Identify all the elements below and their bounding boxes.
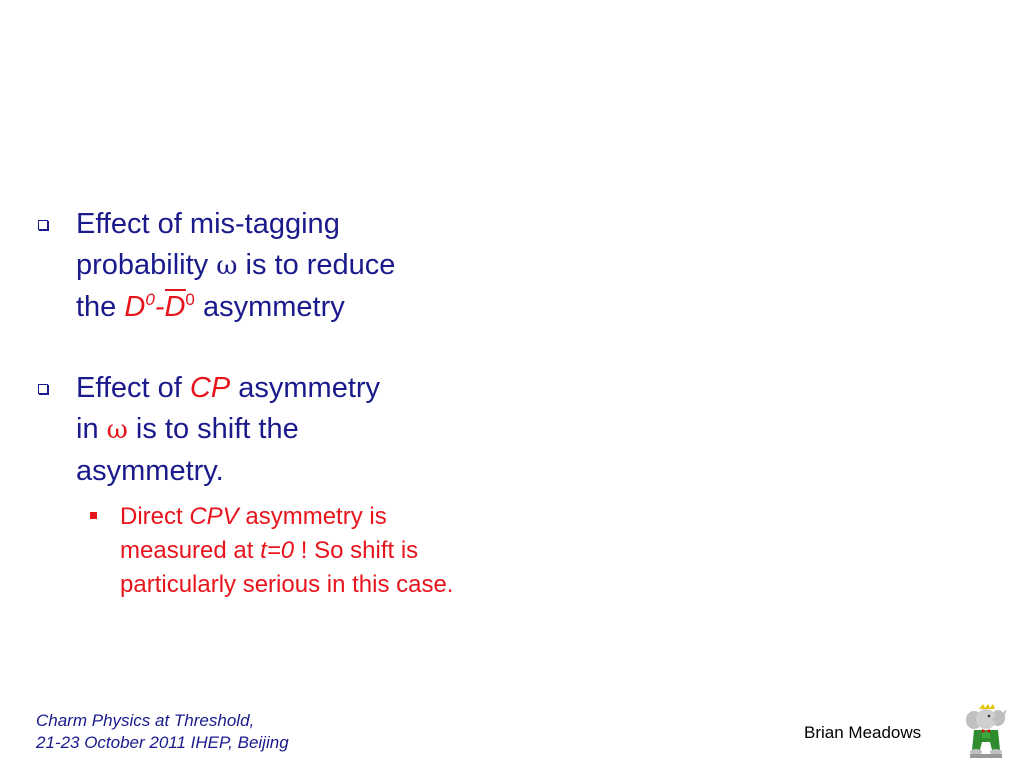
babar-elephant-logo <box>962 704 1010 760</box>
omega-symbol: ω <box>216 251 238 281</box>
bullet-text: is to reduce <box>237 249 396 281</box>
bullet-cp-asymmetry <box>38 368 478 602</box>
bullet-text: asymmetry. <box>76 455 224 487</box>
bullet-text: is to shift the <box>127 413 299 445</box>
footer-conference <box>36 710 289 754</box>
bullet-mistagging <box>38 204 478 328</box>
bullet-text: Effect of mis-tagging <box>76 208 340 240</box>
conference-name: Charm Physics at Threshold, <box>36 711 255 730</box>
cp-term: CP <box>189 372 231 404</box>
sub-bullet-direct-cpv: Direct CPV asymmetry is measured at t=0 ! So shift is particularly serious in this case. <box>76 500 478 602</box>
bullet-text: asymmetry <box>194 291 345 323</box>
bullet-text: probability <box>76 249 217 281</box>
bullet-text: in <box>76 413 107 445</box>
bullet-text: Effect of <box>76 372 190 404</box>
d0bar-symbol: $D^0$ <box>164 291 194 323</box>
cpv-term: CPV <box>189 503 239 530</box>
d0-symbol: $D^0$ <box>124 290 155 323</box>
bullet-text: the <box>76 291 125 323</box>
omega-symbol: ω <box>106 415 128 445</box>
t0-term: t=0 <box>260 537 295 564</box>
conference-date-location: 21-23 October 2011 IHEP, Beijing <box>36 733 289 752</box>
filled-square-icon <box>90 512 97 519</box>
bullet-text: asymmetry <box>230 372 381 404</box>
bullet-list <box>38 204 478 602</box>
hollow-square-icon <box>38 384 48 394</box>
hollow-square-icon <box>38 220 48 230</box>
footer-author: Brian Meadows <box>804 723 922 742</box>
dash: - <box>154 291 165 323</box>
